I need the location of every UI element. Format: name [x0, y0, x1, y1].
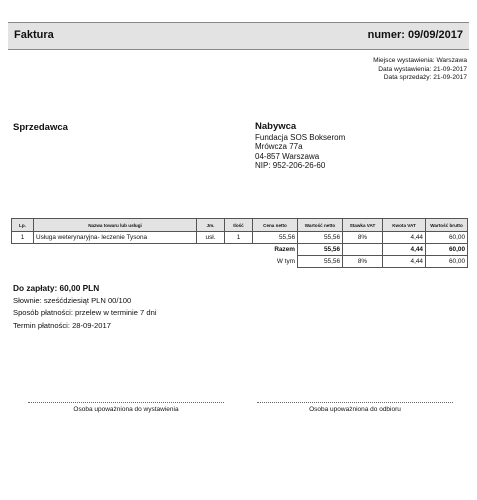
cell-vat-rate: 8%	[343, 232, 383, 244]
invoice-title: Faktura	[14, 29, 54, 41]
col-header-lp: Lp.	[12, 219, 34, 232]
amount-in-words: Słownie: sześćdziesiąt PLN 00/100	[13, 295, 132, 305]
breakdown-gross: 60,00	[426, 256, 468, 268]
seller-heading: Sprzedawca	[13, 122, 68, 133]
buyer-block	[255, 122, 345, 171]
cell-unit-net: 55,56	[253, 232, 298, 244]
buyer-street: Mrówcza 77a	[255, 142, 303, 152]
table-row	[12, 232, 468, 244]
col-header-unit: Jm.	[197, 219, 225, 232]
cell-name: Usługa weterynaryjna- leczenie Tysona	[34, 232, 197, 244]
cell-vat-amount: 4,44	[383, 232, 426, 244]
issuer-signature-line	[28, 402, 224, 413]
payment-block	[13, 282, 157, 332]
total-vat-rate	[343, 244, 383, 256]
buyer-name: Fundacja SOS Bokserom	[255, 132, 346, 142]
receiver-signature-label: Osoba upoważniona do odbioru	[309, 406, 401, 413]
cell-qty: 1	[225, 232, 253, 244]
breakdown-label: W tym	[276, 258, 295, 265]
total-label: Razem	[274, 246, 295, 254]
sale-date: Data sprzedaży: 21-09-2017	[383, 74, 467, 82]
issue-date: Data wystawienia: 21-09-2017	[378, 65, 467, 73]
buyer-city: 04-857 Warszawa	[255, 151, 320, 161]
issuer-signature-label: Osoba upoważniona do wystawienia	[73, 406, 179, 413]
col-header-name: Nazwa towaru lub usługi	[34, 219, 197, 232]
amount-due: Do zapłaty: 60,00 PLN	[13, 283, 100, 293]
breakdown-net: 55,56	[298, 256, 343, 268]
buyer-nip: NIP: 952-206-26-60	[255, 161, 326, 171]
total-vat: 4,44	[383, 244, 426, 256]
total-row	[12, 244, 468, 256]
col-header-unit-net: Cena netto	[253, 219, 298, 232]
table-header-row	[12, 219, 468, 232]
cell-net-value: 55,56	[298, 232, 343, 244]
invoice-header-bar	[8, 22, 469, 50]
col-header-vat-amount: Kwota VAT	[383, 219, 426, 232]
payment-deadline: Termin płatności: 28-09-2017	[13, 320, 111, 330]
breakdown-row	[12, 256, 468, 268]
cell-lp: 1	[12, 232, 34, 244]
invoice-number: numer: 09/09/2017	[367, 29, 463, 41]
receiver-signature-line	[257, 402, 453, 413]
breakdown-vat-rate: 8%	[343, 256, 383, 268]
col-header-vat-rate: Stawka VAT	[343, 219, 383, 232]
cell-unit: usł.	[197, 232, 225, 244]
col-header-gross: Wartość brutto	[426, 219, 468, 232]
buyer-heading: Nabywca	[255, 121, 297, 132]
breakdown-vat: 4,44	[383, 256, 426, 268]
col-header-qty: Ilość	[225, 219, 253, 232]
cell-gross: 60,00	[426, 232, 468, 244]
col-header-net-value: Wartość netto	[298, 219, 343, 232]
items-table	[11, 218, 468, 268]
payment-method: Sposób płatności: przelew w terminie 7 dni	[13, 308, 157, 318]
invoice-meta	[373, 57, 467, 83]
total-gross: 60,00	[426, 244, 468, 256]
total-net: 55,56	[298, 244, 343, 256]
issue-place: Miejsce wystawienia: Warszawa	[373, 57, 467, 64]
